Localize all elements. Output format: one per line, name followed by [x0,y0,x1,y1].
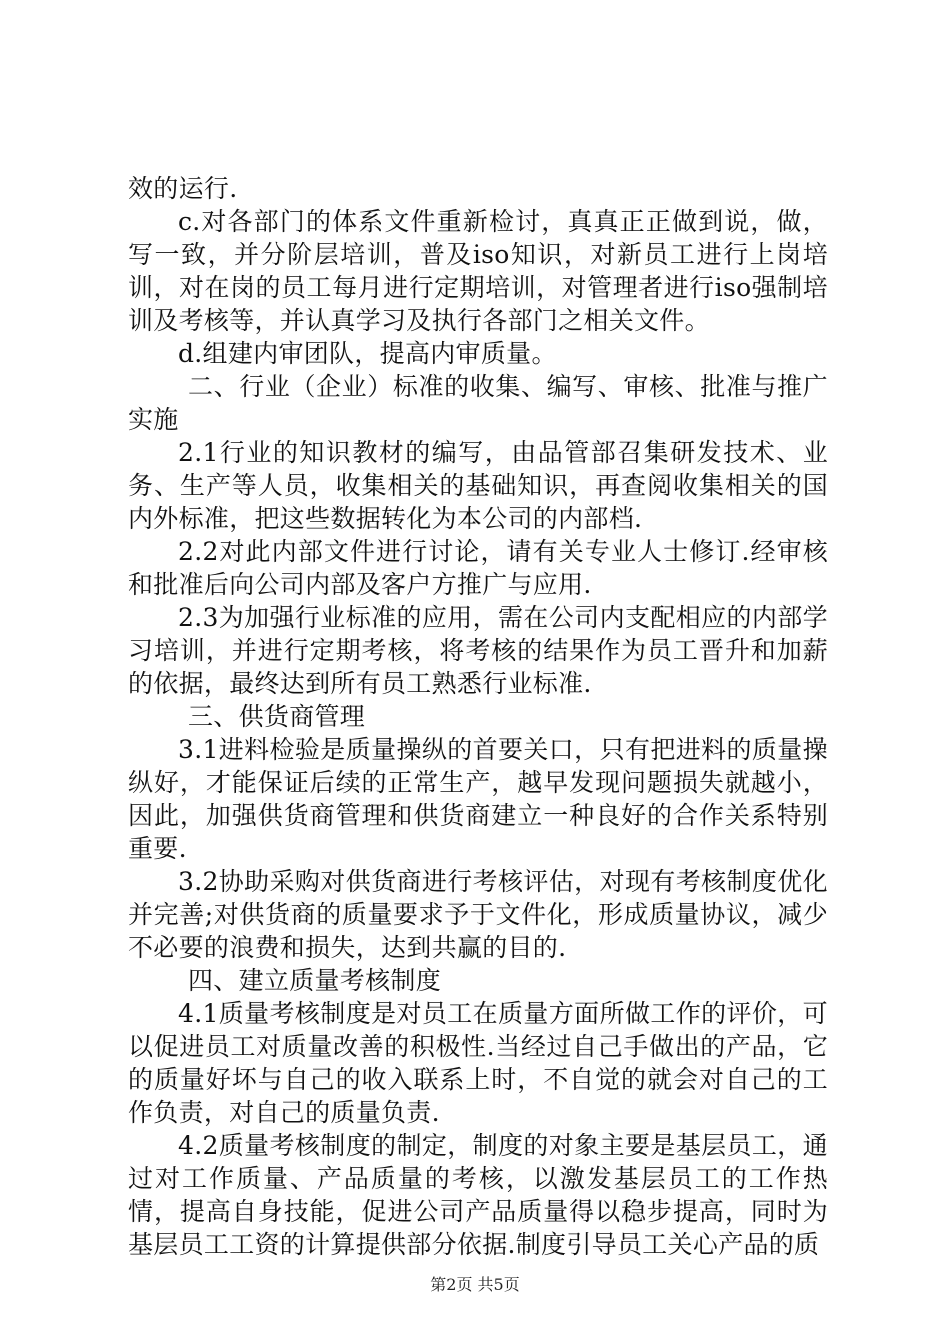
paragraph-continuation: 效的运行. [128,174,238,203]
paragraph-item-d: d.组建内审团队，提高内审质量。 [178,339,557,368]
document-body [128,172,828,1261]
section-heading-4: 四、建立质量考核制度 [188,966,442,995]
page-footer: 第2页 共5页 [430,1275,520,1294]
section-heading-3: 三、供货商管理 [188,702,366,731]
paragraph-2-1: 2.1行业的知识教材的编写，由品管部召集研发技术、业务、生产等人员，收集相关的基础知识，再查阅收集相关的国内外标准，把这些数据转化为本公司的内部档. [128,438,828,533]
paragraph-3-2: 3.2协助采购对供货商进行考核评估，对现有考核制度优化并完善;对供货商的质量要求予于文件化，形成质量协议，减少不必要的浪费和损失，达到共赢的目的. [128,867,828,962]
paragraph-item-c: c.对各部门的体系文件重新检讨，真真正正做到说，做，写一致，并分阶层培训，普及iso知识，对新员工进行上岗培训，对在岗的员工每月进行定期培训，对管理者进行iso强制培训及考核等，并认真学习及执行各部门之相关文件。 [128,207,828,335]
section-heading-2: 二、行业（企业）标准的收集、编写、审核、批准与推广实施 [128,372,828,434]
paragraph-3-1: 3.1进料检验是质量操纵的首要关口，只有把进料的质量操纵好，才能保证后续的正常生产，越早发现问题损失就越小，因此，加强供货商管理和供货商建立一种良好的合作关系特别重要. [128,735,828,863]
paragraph-2-3: 2.3为加强行业标准的应用，需在公司内支配相应的内部学习培训，并进行定期考核，将考核的结果作为员工晋升和加薪的依据，最终达到所有员工熟悉行业标准. [128,603,828,698]
paragraph-4-1: 4.1质量考核制度是对员工在质量方面所做工作的评价，可以促进员工对质量改善的积极性.当经过自己手做出的产品，它的质量好坏与自己的收入联系上时，不自觉的就会对自己的工作负责，对自己的质量负责. [128,999,828,1127]
paragraph-4-2: 4.2质量考核制度的制定，制度的对象主要是基层员工，通过对工作质量、产品质量的考核，以激发基层员工的工作热情，提高自身技能，促进公司产品质量得以稳步提高，同时为基层员工工资的计算提供部分依据.制度引导员工关心产品的质 [128,1131,828,1259]
paragraph-2-2: 2.2对此内部文件进行讨论，请有关专业人士修订.经审核和批准后向公司内部及客户方推广与应用. [128,537,828,599]
